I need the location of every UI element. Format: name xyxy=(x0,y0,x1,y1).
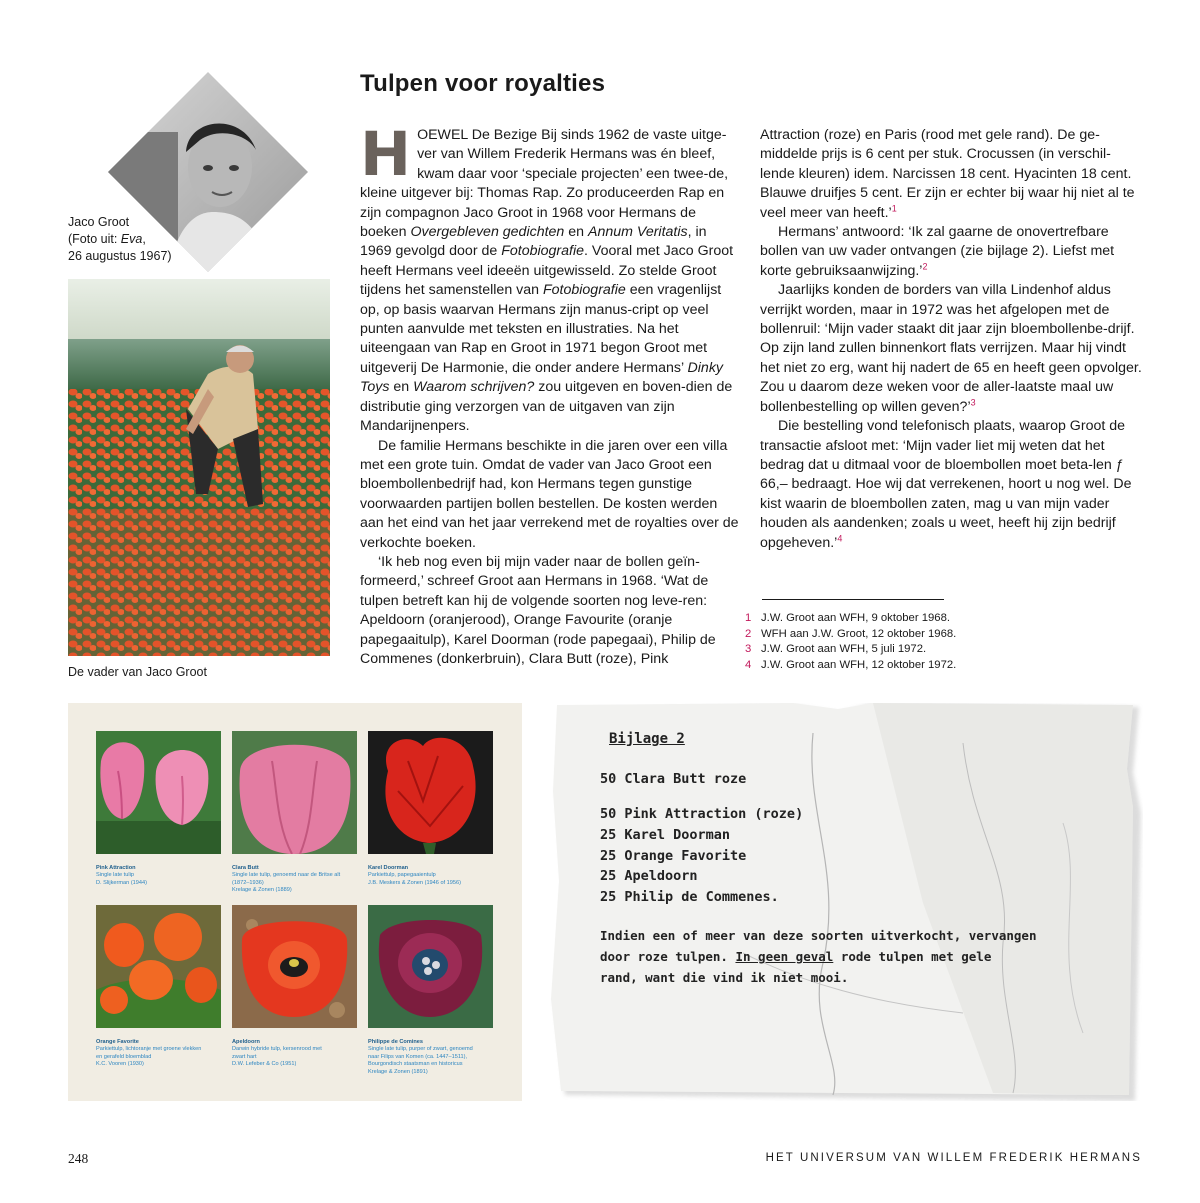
philippe-de-comines-photo xyxy=(368,905,493,1028)
clara-butt-photo xyxy=(232,731,357,854)
footnote: 1 J.W. Groot aan WFH, 9 oktober 1968. xyxy=(745,612,950,624)
paragraph-1: HOEWEL De Bezige Bij sinds 1962 de vaste uitge-ver van Willem Frederik Hermans was én bleef, kwam daar voor ‘speciale projecten’ een twee-de, kleine uitgever bij: Thomas Rap. Zo produceerden Rap en zijn compagnon Jaco Groot in 1968 voor Hermans de boeken Overgebleven gedichten en Annum Veritatis, in 1969 gevolgd door de Fotobiografie. Vooral met Jaco Groot heeft Hermans veel ideeën uitgewisseld. Zo stelde Groot tijdens het samenstellen van Fotobiografie een vragenlijst op, op basis waarvan Hermans zijn manus-cript op veel punten aanvulde met teksten en illustraties. Na het uiteengaan van Rap en Groot in 1971 begon Groot met uitgeverij De Harmonie, die onder andere Hermans’ Dinky Toys en Waarom schrijven? zou uitgeven en boven-dien de distributie ging verzorgen van de uitgaven van zijn Mandarijnenpers. xyxy=(360,119,734,435)
bijlage-heading: Bijlage 2 xyxy=(609,731,685,747)
tulip-caption: Philippe de Comines Single late tulip, purper of zwart, genoemd naar Filips van Komen (ca. 1447–1511), Bourgondisch staatsman en historicus Krelage & Zonen (1891) xyxy=(368,1039,473,1075)
footnote: 3 J.W. Groot aan WFH, 5 juli 1972. xyxy=(745,643,927,655)
paragraph-7: Die bestelling vond telefonisch plaats, waarop Groot de transactie afsloot met: ‘Mijn vader liet mij weten dat het bedrag dat u ditmaal voor de bloembollen moet beta-len ƒ 66,– bedraagt. Hoe wij dat verrekenen, hoort u nog wel. De kist waarin de bloembollen zaten, mag u van mijn vader houden als aandenken; zoals u weet, heeft hij zijn bedrijf opgeheven.’$^4$ xyxy=(760,418,1132,551)
tulip-caption: Apeldoorn Darwin hybride tulp, kersenrood met zwart hart D.W. Lefeber & Co (1951) xyxy=(232,1039,322,1068)
order-note-line-1: Indien een of meer van deze soorten uitverkocht, vervangen xyxy=(600,928,1037,943)
portrait-caption xyxy=(68,214,188,265)
tulip-caption: Karel Doorman Parkiettulp, papegaaientulp J.B. Meskers & Zonen (1946 of 1956) xyxy=(368,865,461,886)
order-line: 25 Apeldoorn xyxy=(600,868,698,884)
tulip-card-philippe-de-comines xyxy=(368,905,493,1076)
footnote-ref-3[interactable]: 3 xyxy=(970,396,976,407)
footnote: 4 J.W. Groot aan WFH, 12 oktober 1972. xyxy=(745,658,957,671)
bijlage-2-document xyxy=(543,703,1143,1101)
footnote-divider xyxy=(762,599,944,600)
tulip-card-pink-attraction xyxy=(96,731,221,887)
order-line: 50 Pink Attraction (roze) xyxy=(600,806,804,822)
order-note-line-2: door roze tulpen. In geen geval rode tulpen met gele xyxy=(600,949,992,964)
paragraph-5: Hermans’ antwoord: ‘Ik zal gaarne de onovertrefbare bollen van uw vader ontvangen (zie bijlage 2). Liefst met korte gebruiksaanwijzing.’$^2$ xyxy=(760,224,1115,279)
article-title: Tulpen voor royalties xyxy=(360,70,606,97)
running-head: HET UNIVERSUM VAN WILLEM FREDERIK HERMANS xyxy=(765,1152,1142,1164)
tulip-field-photo xyxy=(68,279,330,656)
tulip-caption: Clara Butt Single late tulip, genoemd naar de Britse alt (1872–1936) Krelage & Zonen (1889) xyxy=(232,865,341,894)
footnotes xyxy=(745,611,956,673)
text-column-2 xyxy=(760,126,1142,553)
tulip-card-clara-butt xyxy=(232,731,357,895)
apeldoorn-photo xyxy=(232,905,357,1028)
paragraph-4: Attraction (roze) en Paris (rood met gele rand). De ge-middelde prijs is 6 cent per stuk. Crocussen (in verschil-lende kleuren) idem. Narcissen 18 cent. Hyacinten 18 cent. Blauwe druifjes 5 cent. Er zijn er echter bij waar hij niet al te veel meer van heeft.’$^1$ xyxy=(760,127,1135,221)
footnote-ref-1[interactable]: 1 xyxy=(891,202,897,213)
page-number: 248 xyxy=(68,1151,89,1166)
order-line: 50 Clara Butt roze xyxy=(600,771,747,787)
paragraph-2: De familie Hermans beschikte in die jaren over een villa met een grote tuin. Omdat de vader van Jaco Groot een bloembollenbedrijf had, kon Hermans tegen gunstige voorwaarden partijen bollen bestellen. De kosten werden aan het eind van het jaar verrekend met de royalties over de verkochte boeken. xyxy=(360,437,739,551)
karel-doorman-photo xyxy=(368,731,493,854)
tulip-card-apeldoorn xyxy=(232,905,357,1069)
tulip-caption: Orange Favorite Parkiettulp, lichtoranje met groene vlekken en gerafeld bloemblad K.C. Vooren (1930) xyxy=(96,1039,202,1068)
order-note-line-3: rand, want die vind ik niet mooi. xyxy=(600,970,849,985)
order-line: 25 Philip de Commenes. xyxy=(600,889,779,905)
caption-date: 26 augustus 1967) xyxy=(68,249,172,263)
order-line: 25 Orange Favorite xyxy=(600,848,747,864)
footnote-ref-4[interactable]: 4 xyxy=(837,532,843,543)
tulip-card-karel-doorman xyxy=(368,731,493,887)
pink-attraction-photo xyxy=(96,731,221,854)
orange-favorite-photo xyxy=(96,905,221,1028)
text-column-1 xyxy=(360,119,742,669)
order-line: 25 Karel Doorman xyxy=(600,827,731,843)
paragraph-3: ‘Ik heb nog even bij mijn vader naar de bollen geïn-formeerd,’ schreef Groot aan Hermans in 1968. ‘Wat de tulpen betreft kan hij de volgende soorten nog leve-ren: Apeldoorn (oranjerood), Orange Favourite (oranje papegaaitulp), Karel Doorman (rode papegaai), Philip de Commenes (donkerbruin), Clara Butt (roze), Pink xyxy=(360,553,716,667)
tulip-card-orange-favorite xyxy=(96,905,221,1069)
footnote-ref-2[interactable]: 2 xyxy=(922,261,928,272)
field-photo-caption: De vader van Jaco Groot xyxy=(68,665,207,679)
tulip-caption: Pink Attraction Single late tulip D. Slijkerman (1944) xyxy=(96,865,147,886)
caption-name: Jaco Groot xyxy=(68,215,130,229)
paragraph-6: Jaarlijks konden de borders van villa Lindenhof aldus verrijkt worden, maar in 1972 was het afgelopen met de bollenruil: ‘Mijn vader staakt dit jaar zijn bloembollenbe-drijf. Op zijn land zullen binnenkort flats verrijzen. Maar hij vindt het niet zo erg, want hij nadert de 65 en heeft geen opvolger. Zou u daarom deze weken voor de aller-laatste maal uw bollenbestelling op willen geven?’$^3$ xyxy=(760,282,1142,415)
drop-cap: H xyxy=(360,119,412,190)
tulip-catalogue xyxy=(68,703,522,1101)
caption-source: (Foto uit: Eva, xyxy=(68,232,146,246)
footnote: 2 WFH aan J.W. Groot, 12 oktober 1968. xyxy=(745,627,957,640)
